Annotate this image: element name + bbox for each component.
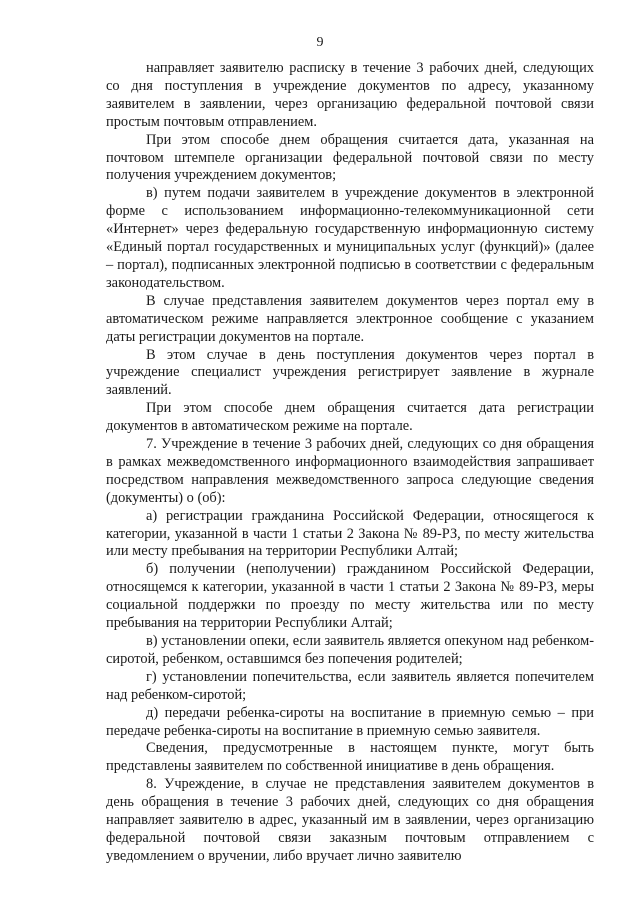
paragraph-item-7: 7. Учреждение в течение 3 рабочих дней, следующих со дня обращения в рамках межведомственного информационного взаимодействия запрашивает посредством направления межведомственного запроса следующие сведения (документы) о (об): <box>106 436 594 506</box>
page-number: 9 <box>316 35 324 50</box>
paragraph-mail-date: При этом способе днем обращения считается дата, указанная на почтовом штемпеле организации федеральной почтовой связи по месту получения учреждением документов; <box>106 131 594 184</box>
paragraph-item-7e: д) передачи ребенка-сироты на воспитание в приемную семью – при передаче ребенка-сироты на воспитание в приемную семью заявителя. <box>106 704 594 739</box>
paragraph-own-initiative: Сведения, предусмотренные в настоящем пункте, могут быть представлены заявителем по собственной инициативе в день обращения. <box>106 740 594 775</box>
paragraph-electronic-submission: в) путем подачи заявителем в учреждение документов в электронной форме с использованием информационно-телекоммуникационной сети «Интернет» через федеральную государственную информационную систему «Единый портал государственных и муниципальных услуг (функций)» (далее – портал), подписанных электронной подписью в соответствии с федеральным законодательством. <box>106 185 594 291</box>
paragraph-portal-date: При этом способе днем обращения считается дата регистрации документов в автоматическом режиме на портале. <box>106 400 594 435</box>
paragraph-item-7d: г) установлении попечительства, если заявитель является попечителем над ребенком-сиротой; <box>106 668 594 703</box>
paragraph-item-7a: а) регистрации гражданина Российской Федерации, относящегося к категории, указанной в части 1 статьи 2 Закона № 89-РЗ, по месту жительства или месту пребывания на территории Республики Алтай; <box>106 507 594 560</box>
paragraph-item-7c: в) установлении опеки, если заявитель является опекуном над ребенком-сиротой, ребенком, оставшимся без попечения родителей; <box>106 633 594 667</box>
paragraph-portal-registration: В этом случае в день поступления документов через портал в учреждение специалист учреждения регистрирует заявление в журнале заявлений. <box>106 346 594 399</box>
paragraph-portal-notification: В случае представления заявителем документов через портал ему в автоматическом режиме направляется электронное сообщение с указанием даты регистрации документов на портале. <box>106 292 594 345</box>
paragraph-item-8: 8. Учреждение, в случае не представления заявителем документов в день обращения в течение 3 рабочих дней, следующих со дня обращения направляет заявителю в адрес, указанный им в заявлении, через организацию федеральной почтовой связи заказным почтовым отправлением с уведомлением о вручении, либо вручает лично заявителю <box>106 776 594 864</box>
paragraph-continuation: направляет заявителю расписку в течение 3 рабочих дней, следующих со дня поступления в учреждение документов по адресу, указанному заявителем в заявлении, через организацию федеральной почтовой связи простым почтовым отправлением. <box>106 60 594 130</box>
document-body <box>106 60 594 866</box>
paragraph-item-7b: б) получении (неполучении) гражданином Российской Федерации, относящемся к категории, указанной в части 1 статьи 2 Закона № 89-РЗ, меры социальной поддержки по проезду по месту жительства или по месту пребывания на территории Республики Алтай; <box>106 561 594 632</box>
